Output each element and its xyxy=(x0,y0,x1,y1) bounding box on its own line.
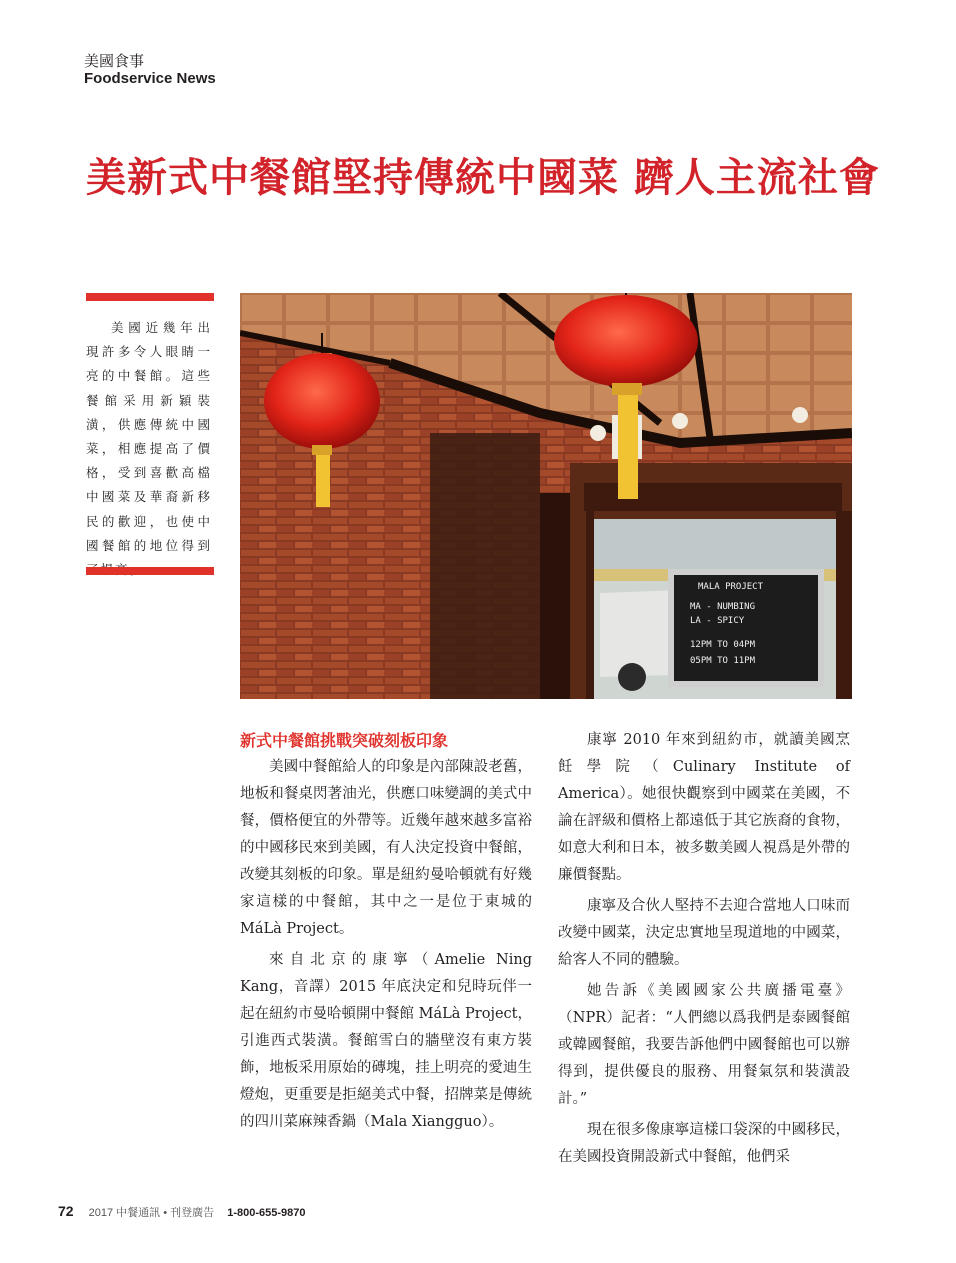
article-paragraph: 她告訴《美國國家公共廣播電臺》（NPR）記者：“人們總以爲我們是泰國餐館或韓國餐館，我要告訴他們中國餐館也可以辦得到，提供優良的服務、用餐氣氛和裝潢設計。” xyxy=(558,983,850,1107)
sign-line-2: MA - NUMBING xyxy=(690,602,756,612)
publication-info: 2017 中餐通訊 • 刊登廣告 xyxy=(88,1207,215,1219)
sign-line-3: LA - SPICY xyxy=(690,616,745,626)
article-paragraph: 美國中餐館給人的印象是內部陳設老舊，地板和餐桌閃著油光，供應口味變調的美式中餐，價格便宜的外帶等。近幾年越來越多富裕的中國移民來到美國，有人決定投資中餐館，改變其刻板的印象。單是紐約曼哈頓就有好幾家這樣的中餐館，其中之一是位于東城的 MáLà Project。 xyxy=(240,759,532,937)
intro-blurb: 美國近幾年出現許多令人眼睛一亮的中餐館。這些餐館采用新穎裝潢，供應傳統中國菜，相應提高了價格，受到喜歡高檔中國菜及華裔新移民的歡迎，也使中國餐館的地位得到 xyxy=(86,320,212,553)
article-column-right xyxy=(558,727,850,1175)
article-paragraph: 來自北京的康寧（Amelie Ning Kang，音譯）2015 年底決定和兒時玩伴一起在紐約市曼哈頓開中餐館 MáLà Project，引進西式裝潢。餐館雪白的牆壁沒有東方裝飾，地板采用原始的磚塊，挂上明亮的愛迪生燈炮，更重要是拒絕美式中餐，招牌菜是傳統的四川菜麻辣香鍋（Mala Xiangguo）。 xyxy=(240,952,532,1130)
article-paragraph: 康寧 2010 年來到紐約市，就讀美國烹飪學院（Culinary Institute of America）。她很快觀察到中國菜在美國，不論在評級和價格上都遠低于其它族裔的食物，如意大利和日本，被多數美國人視爲是外帶的廉價餐點。 xyxy=(558,732,850,883)
article-subhead: 新式中餐館挑戰突破刻板印象 xyxy=(240,731,449,750)
sign-line-1: MALA PROJECT xyxy=(698,582,764,592)
article-column-left xyxy=(240,727,532,1140)
article-headline: 美新式中餐館堅持傳統中國菜 躋人主流社會 xyxy=(86,154,880,201)
sign-line-4: 12PM TO 04PM xyxy=(690,640,756,650)
page-number: 72 xyxy=(58,1203,74,1219)
phone-number: 1-800-655-9870 xyxy=(227,1207,306,1219)
page-footer xyxy=(58,1203,306,1220)
article-paragraph: 現在很多像康寧這樣口袋深的中國移民，在美國投資開設新式中餐館，他們采 xyxy=(558,1122,850,1165)
intro-bottom-rule xyxy=(86,567,214,575)
article-paragraph: 康寧及合伙人堅持不去迎合當地人口味而改變中國菜，決定忠實地呈現道地的中國菜，給客人不同的體驗。 xyxy=(558,898,850,968)
intro-top-rule xyxy=(86,293,214,301)
section-title-zh: 美國食事 xyxy=(84,52,145,70)
section-title-en: Foodservice News xyxy=(84,70,216,87)
restaurant-entrance-photo xyxy=(240,293,852,699)
sign-line-5: 05PM TO 11PM xyxy=(690,656,756,666)
